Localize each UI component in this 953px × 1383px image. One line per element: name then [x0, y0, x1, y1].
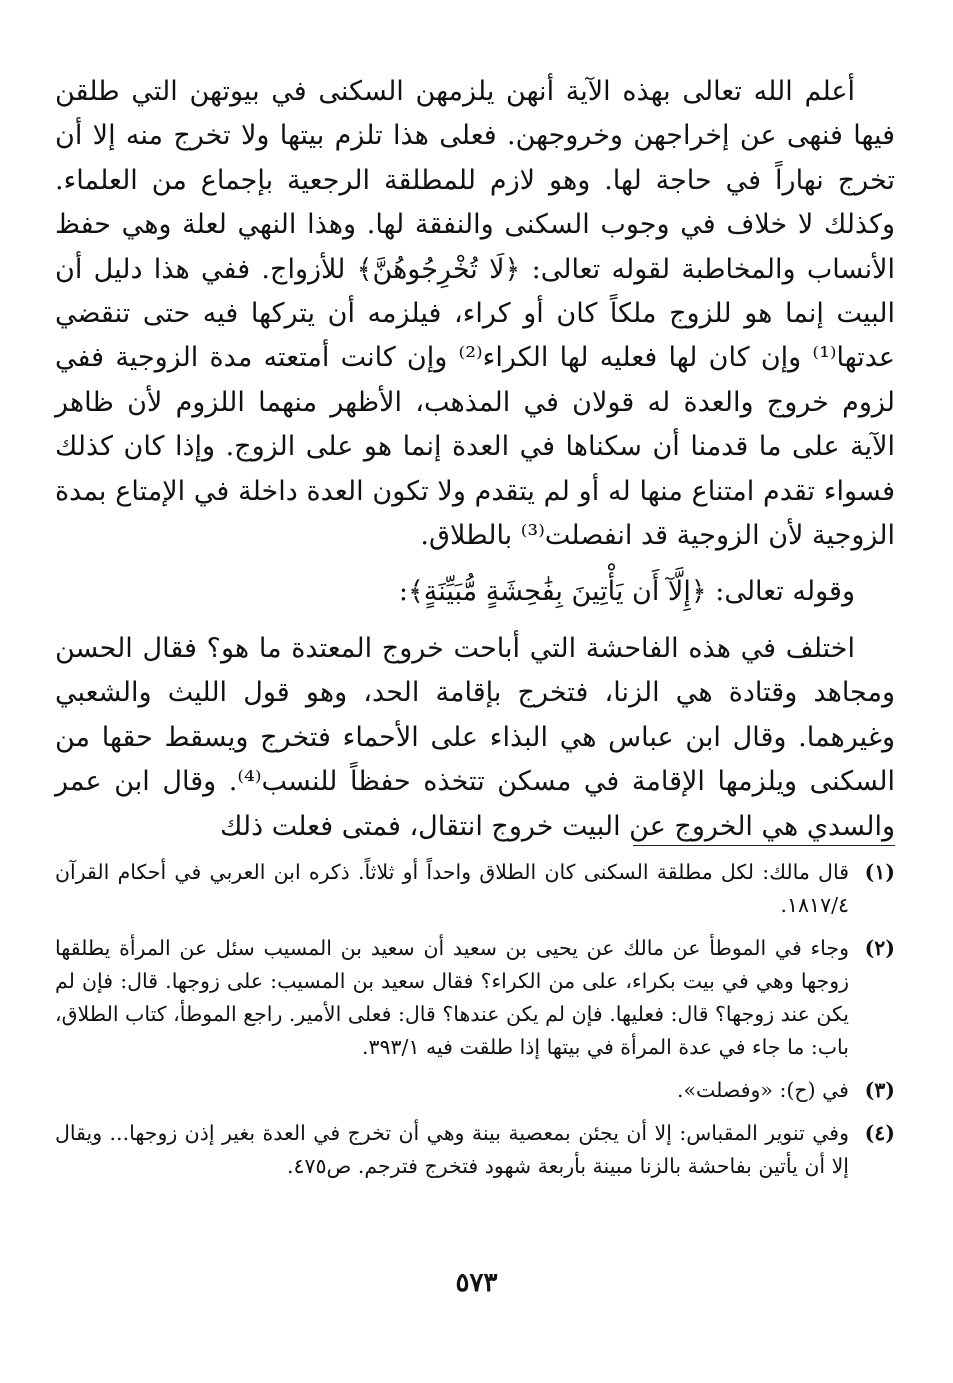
- main-text: [55, 70, 895, 849]
- footnote-3: [55, 1074, 895, 1107]
- footnote-text: قال مالك: لكل مطلقة السكنى كان الطلاق واحداً أو ثلاثاً. ذكره ابن العربي في أحكام القرآن ١٨١٧/٤.: [55, 860, 849, 917]
- footnote-1: [55, 856, 895, 922]
- footnote-number: (٣): [864, 1078, 895, 1102]
- footnotes: [55, 856, 895, 1193]
- footnote-number: (٢): [864, 936, 895, 960]
- paragraph-1: أعلم الله تعالى بهذه الآية أنهن يلزمهن السكنى في بيوتهن التي طلقن فيها فنهى عن إخراجهن وخروجهن. فعلى هذا تلزم بيتها ولا تخرج منه إلا أن تخرج نهاراً في حاجة لها. وهو لازم للمطلقة الرجعية بإجماع من العلماء. وكذلك لا خلاف في وجوب السكنى والنفقة لها. وهذا النهي لعلة وهي حفظ الأنساب والمخاطبة لقوله تعالى: ﴿لَا تُخْرِجُوهُنَّ﴾ للأزواج. ففي هذا دليل أن البيت إنما هو للزوج ملكاً كان أو كراء، فيلزمه أن يتركها فيه حتى تنقضي عدتها⁽¹⁾ وإن كان لها فعليه لها الكراء⁽²⁾ وإن كانت أمتعته مدة الزوجية ففي لزوم خروج والعدة له قولان في المذهب، الأظهر منهما اللزوم لأن ظاهر الآية على ما قدمنا أن سكناها في العدة إنما هو على الزوج. وإذا كان كذلك فسواء تقدم امتناع منها له أو لم يتقدم ولا تكون العدة داخلة في الإمتاع بمدة الزوجية لأن الزوجية قد انفصلت⁽³⁾ بالطلاق.: [55, 76, 895, 552]
- footnote-separator: [633, 845, 895, 846]
- paragraph-2: اختلف في هذه الفاحشة التي أباحت خروج المعتدة ما هو؟ فقال الحسن ومجاهد وقتادة هي الزنا، فتخرج بإقامة الحد، وهو قول الليث والشعبي وغيرهما. وقال ابن عباس هي البذاء على الأحماء فتخرج ويسقط حقها من السكنى ويلزمها الإقامة في مسكن تتخذه حفظاً للنسب⁽⁴⁾. وقال ابن عمر والسدي هي الخروج عن البيت خروج انتقال، فمتى فعلت ذلك: [55, 632, 895, 842]
- footnote-number: (١): [864, 860, 895, 884]
- page-number: ٥٧٣: [455, 1268, 498, 1298]
- verse-heading: وقوله تعالى: ﴿إِلَّآ أَن يَأْتِينَ بِفَٰحِشَةٍ مُّبَيِّنَةٍ﴾:: [398, 576, 855, 608]
- footnote-4: [55, 1117, 895, 1183]
- footnote-number: (٤): [864, 1121, 895, 1145]
- footnote-text: وفي تنوير المقباس: إلا أن يجئن بمعصية بينة وهي أن تخرج في العدة بغير إذن زوجها... ويقال إلا أن يأتين بفاحشة بالزنا مبينة بأربعة شهود فتخرج فترجم. ص٤٧٥.: [55, 1121, 849, 1178]
- footnote-2: [55, 932, 895, 1064]
- footnote-text: وجاء في الموطأ عن مالك عن يحيى بن سعيد أن سعيد بن المسيب سئل عن المرأة يطلقها زوجها وهي في بيت بكراء، على من الكراء؟ فقال سعيد بن المسيب: على زوجها. قال: فإن لم يكن عند زوجها؟ قال: فعليها. فإن لم يكن عندها؟ قال: فعلى الأمير. راجع الموطأ، كتاب الطلاق، باب: ما جاء في عدة المرأة في بيتها إذا طلقت فيه ٣٩٣/١.: [55, 936, 849, 1059]
- footnote-text: في (ح): «وفصلت».: [676, 1078, 849, 1102]
